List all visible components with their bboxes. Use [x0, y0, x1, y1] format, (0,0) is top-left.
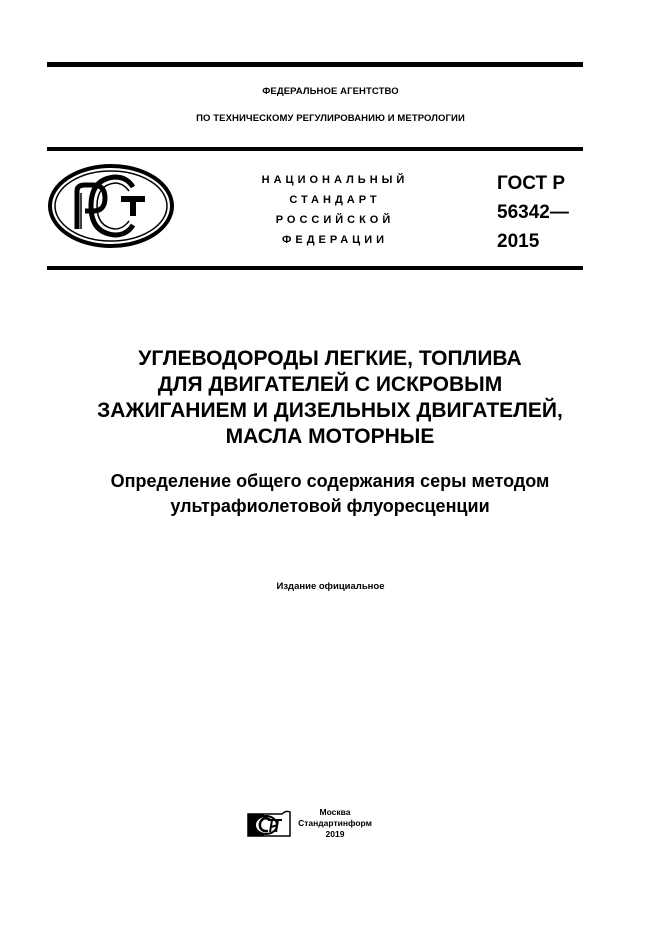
national-standard-line: ФЕДЕРАЦИИ: [281, 234, 389, 246]
standartinform-logo-icon: [246, 808, 292, 840]
national-standard-label: [240, 170, 430, 250]
national-standard-line: СТАНДАРТ: [289, 194, 381, 206]
edition-label: Издание официальное: [276, 581, 385, 592]
national-standard-line: НАЦИОНАЛЬНЫЙ: [261, 174, 409, 186]
publisher-year: 2019: [325, 829, 345, 839]
title-line: ДЛЯ ДВИГАТЕЛЕЙ С ИСКРОВЫМ: [157, 373, 503, 396]
standard-designation: [497, 169, 569, 256]
top-rule: [47, 62, 583, 67]
publisher-city: Москва: [319, 807, 351, 817]
agency-line-1: ФЕДЕРАЛЬНОЕ АГЕНТСТВО: [262, 86, 399, 97]
document-title: [40, 346, 620, 450]
subtitle-line: ультрафиолетовой флуоресценции: [170, 496, 490, 516]
designation-line: ГОСТ Р: [497, 173, 566, 194]
publisher-imprint: [290, 807, 380, 840]
gost-r-logo-icon: [47, 163, 175, 249]
title-line: УГЛЕВОДОРОДЫ ЛЕГКИЕ, ТОПЛИВА: [138, 347, 522, 370]
agency-line-2: ПО ТЕХНИЧЕСКОМУ РЕГУЛИРОВАНИЮ И МЕТРОЛОГИИ: [196, 113, 465, 124]
national-standard-line: РОССИЙСКОЙ: [275, 214, 395, 226]
designation-line: 2015: [497, 231, 540, 252]
publisher-name: Стандартинформ: [298, 818, 372, 828]
document-subtitle: [40, 469, 620, 519]
title-line: ЗАЖИГАНИЕМ И ДИЗЕЛЬНЫХ ДВИГАТЕЛЕЙ,: [97, 399, 563, 422]
subtitle-line: Определение общего содержания серы методом: [110, 471, 550, 491]
title-line: МАСЛА МОТОРНЫЕ: [225, 425, 435, 448]
standard-block-rule: [47, 266, 583, 270]
header-rule: [47, 147, 583, 151]
designation-line: 56342—: [497, 202, 569, 223]
